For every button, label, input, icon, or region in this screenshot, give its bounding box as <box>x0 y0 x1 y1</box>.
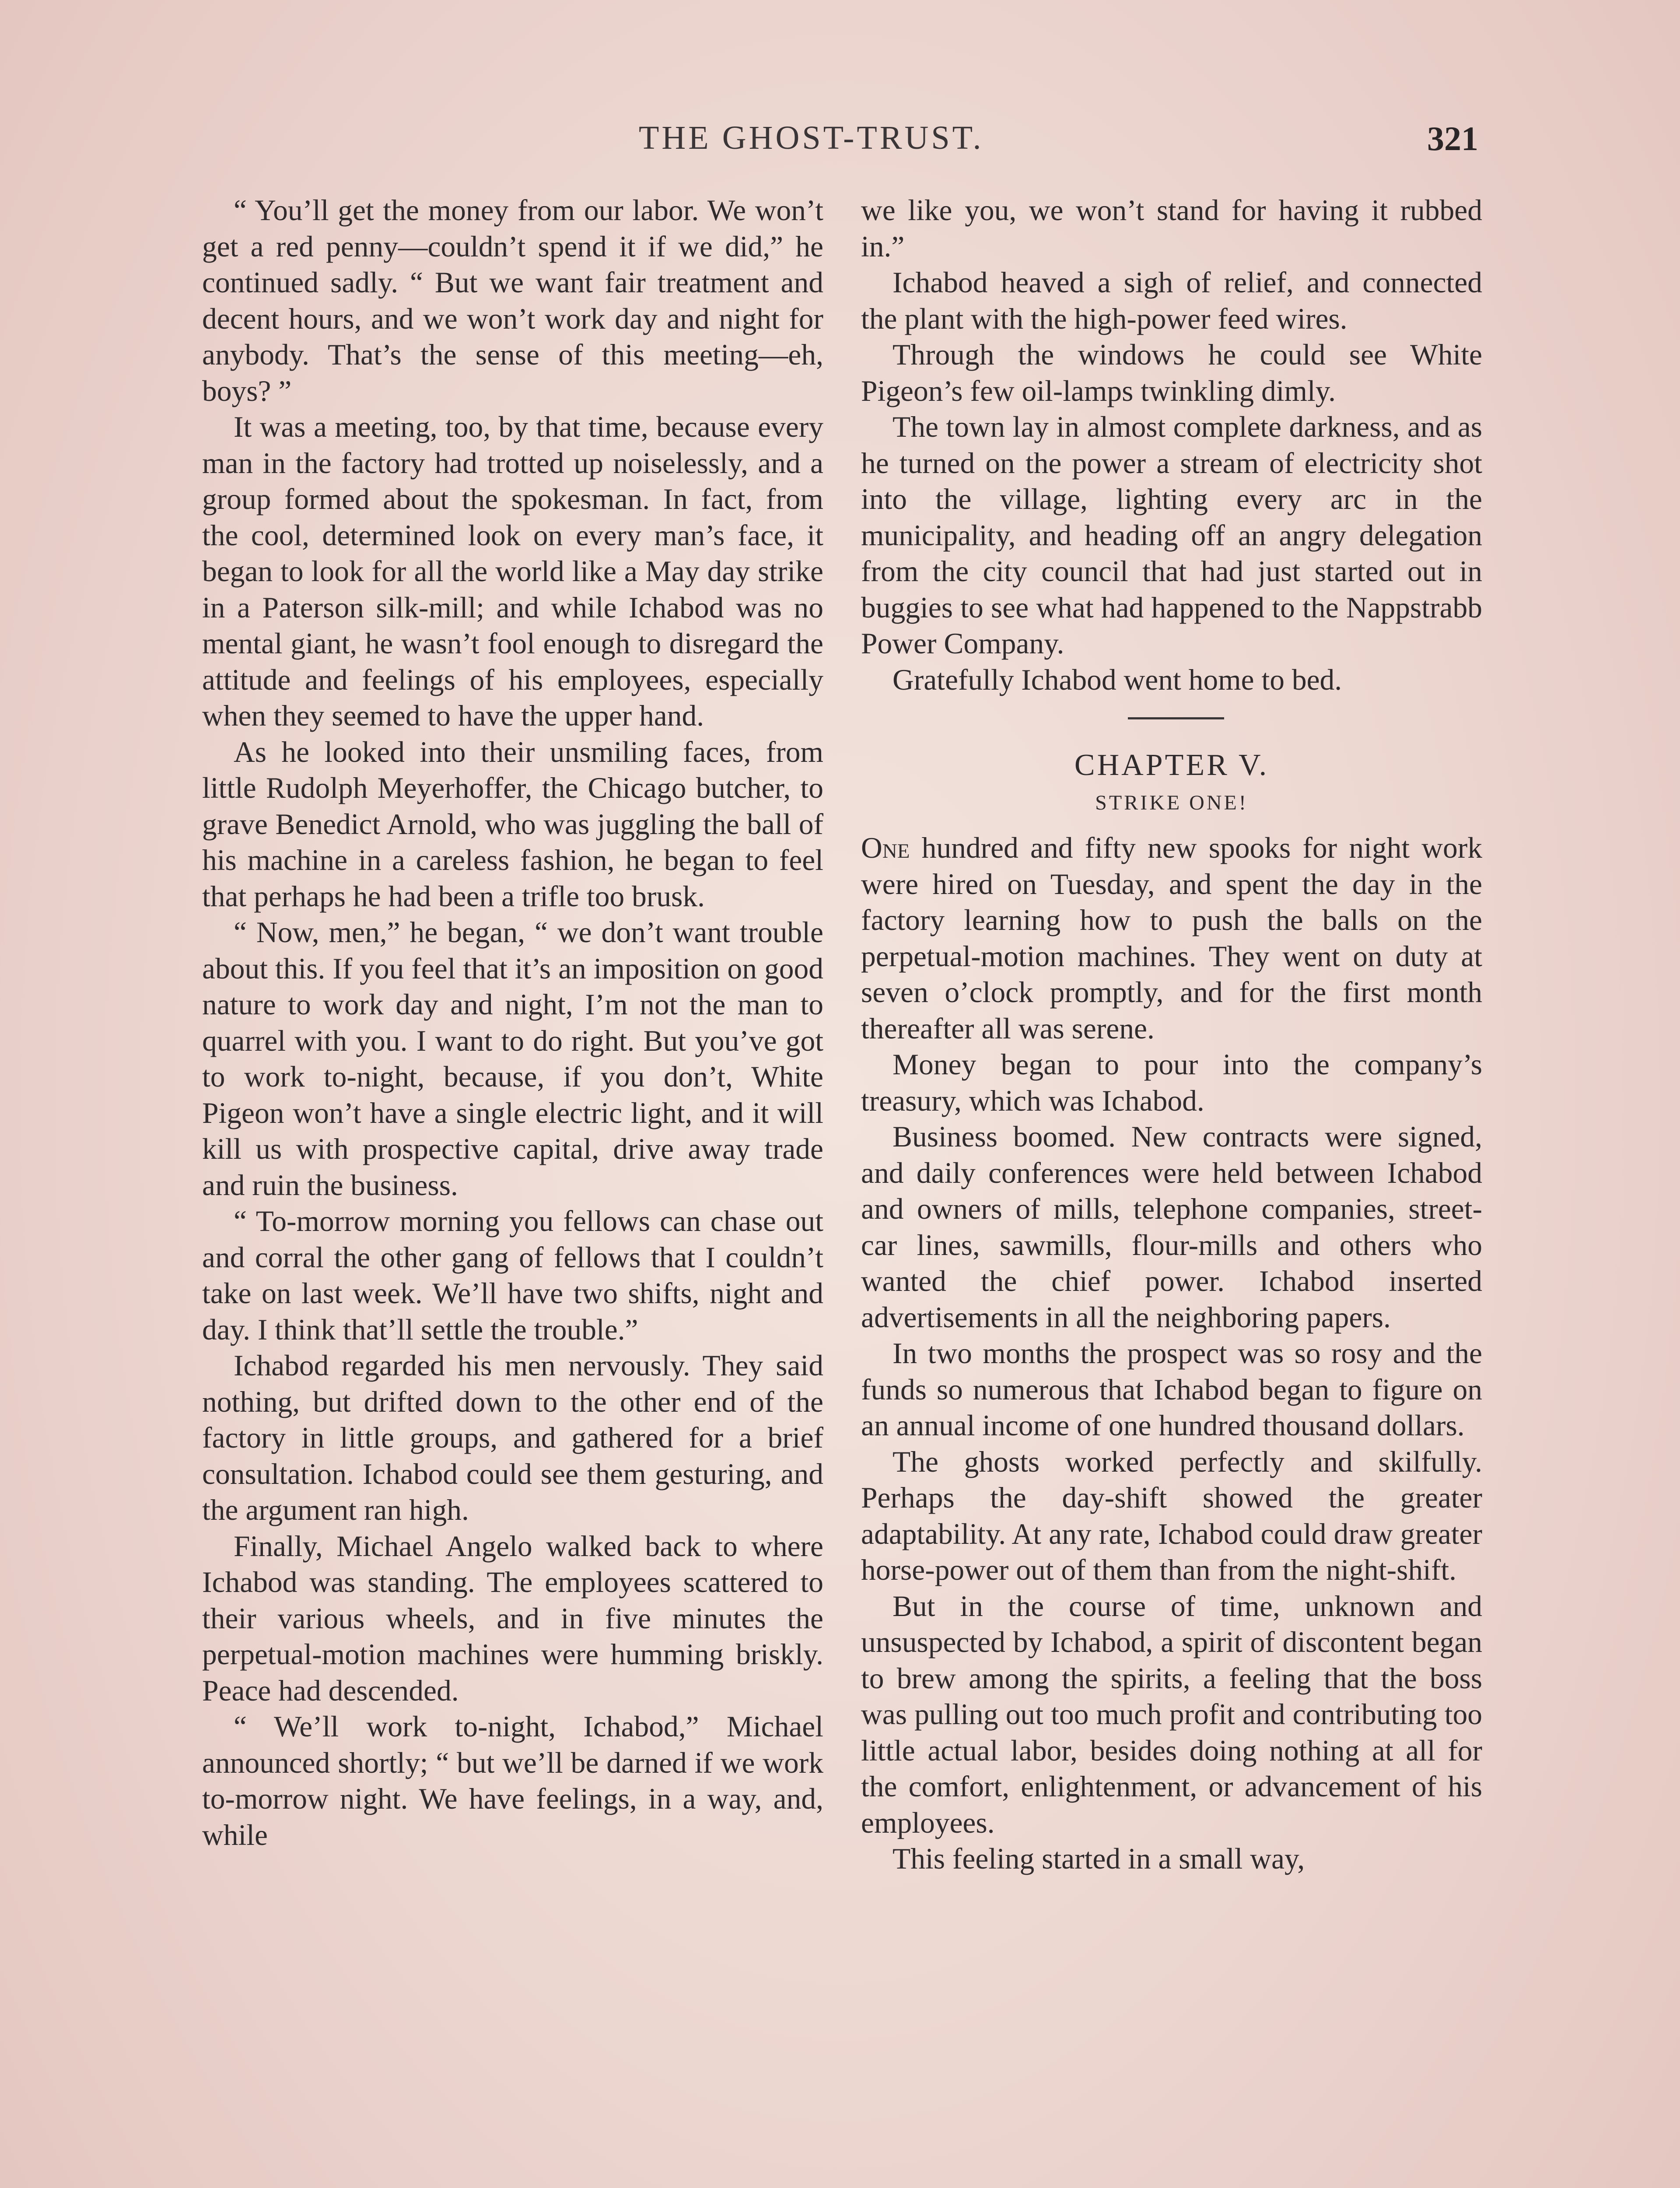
section-divider <box>861 698 1482 737</box>
paragraph: Business boomed. New contracts were signed, and daily conferences were held between Ichabod and owners of mills, telephone companies, street-car lines, sawmills, flour-mills and others who wanted the chief power. Ichabod inserted advertisements in all the neighboring papers. <box>861 1120 1482 1334</box>
paragraph: This feeling started in a small way, <box>892 1842 1305 1875</box>
paragraph: Through the windows he could see White Pigeon’s few oil-lamps twinkling dimly. <box>861 338 1482 407</box>
paragraph: Finally, Michael Angelo walked back to where Ichabod was standing. The employees scattered to their various wheels, and in five minutes the perpetual-motion machines were humming briskly. Peace had descended. <box>202 1529 823 1707</box>
paragraph: Money began to pour into the company’s treasury, which was Ichabod. <box>861 1048 1482 1117</box>
chapter-opening-paragraph <box>861 830 1482 1047</box>
paragraph: The town lay in almost complete darkness, and as he turned on the power a stream of electricity shot into the village, lighting every arc in the municipality, and heading off an angry delegation from the city council that had just started out in buggies to see what had happened to the Nappstrabb Power Company. <box>861 410 1482 660</box>
running-title: THE GHOST-TRUST. <box>639 119 984 156</box>
paragraph: As he looked into their unsmiling faces, from little Rudolph Meyerhoffer, the Chicago butcher, to grave Benedict Arnold, who was juggling the ball of his machine in a careless fashion, he began to feel that perhaps he had been a trifle too brusk. <box>202 735 823 913</box>
opening-text: hundred and fifty new spooks for night work were hired on Tuesday, and spent the day in the factory learning how to push the balls on the perpetual-motion machines. They went on duty at seven o’clock promptly, and for the first month thereafter all was serene. <box>861 831 1482 1045</box>
paragraph: The ghosts worked perfectly and skilfully. Perhaps the day-shift showed the greater adaptability. At any rate, Ichabod could draw greater horse-power out of them than from the night-shift. <box>861 1445 1482 1586</box>
paragraph: But in the course of time, unknown and unsuspected by Ichabod, a spirit of discontent began to brew among the spirits, a feeling that the boss was pulling out too much profit and contributing too little actual labor, besides doing nothing at all for the comfort, enlightenment, or advancement of his employees. <box>861 1589 1482 1839</box>
chapter-subtitle: STRIKE ONE! <box>1095 791 1248 814</box>
paragraph: “ To-morrow morning you fellows can chase out and corral the other gang of fellows that I couldn’t take on last week. We’ll have two shifts, night and day. I think that’ll settle the trouble.” <box>202 1205 823 1346</box>
page-number: 321 <box>1427 119 1478 158</box>
paragraph: “ Now, men,” he began, “ we don’t want trouble about this. If you feel that it’s an imposition on good nature to work day and night, I’m not the man to quarrel with you. I want to do right. But you’ve got to work to-night, because, if you don’t, White Pigeon won’t have a single electric light, and it will kill us with prospective capital, drive away trade and ruin the business. <box>202 916 823 1202</box>
paragraph: Ichabod regarded his men nervously. They said nothing, but drifted down to the other end of the factory in little groups, and gathered for a brief consultation. Ichabod could see them gesturing, and the argument ran high. <box>202 1349 823 1526</box>
paragraph: In two months the prospect was so rosy and the funds so numerous that Ichabod began to figure on an annual income of one hundred thousand dollars. <box>861 1337 1482 1442</box>
divider-rule <box>1128 717 1224 719</box>
paragraph: It was a meeting, too, by that time, because every man in the factory had trotted up noiselessly, and a group formed about the spokesman. In fact, from the cool, determined look on every man’s face, it began to look for all the world like a May day strike in a Paterson silk-mill; and while Ichabod was no mental giant, he wasn’t fool enough to disregard the attitude and feelings of his employees, especially when they seemed to have the upper hand. <box>202 410 823 732</box>
paragraph: Gratefully Ichabod went home to bed. <box>892 663 1342 696</box>
paragraph: Ichabod heaved a sigh of relief, and connected the plant with the high-power feed wires. <box>861 266 1482 335</box>
chapter-title: CHAPTER V. <box>1074 748 1269 782</box>
paragraph: “ You’ll get the money from our labor. We won’t get a red penny—couldn’t spend it if we did,” he continued sadly. “ But we want fair treatment and decent hours, and we won’t work day and night for anybody. That’s the sense of this meeting—eh, boys? ” <box>202 194 823 407</box>
opening-word: One <box>861 831 910 864</box>
running-header <box>0 119 1680 167</box>
paragraph: “ We’ll work to-night, Ichabod,” Michael announced shortly; “ but we’ll be darned if we work to-morrow night. We have feelings, in a way, and, while <box>202 1710 823 1851</box>
right-column <box>861 193 1482 1877</box>
left-column <box>202 193 823 1853</box>
paragraph: we like you, we won’t stand for having it rubbed in.” <box>861 194 1482 263</box>
